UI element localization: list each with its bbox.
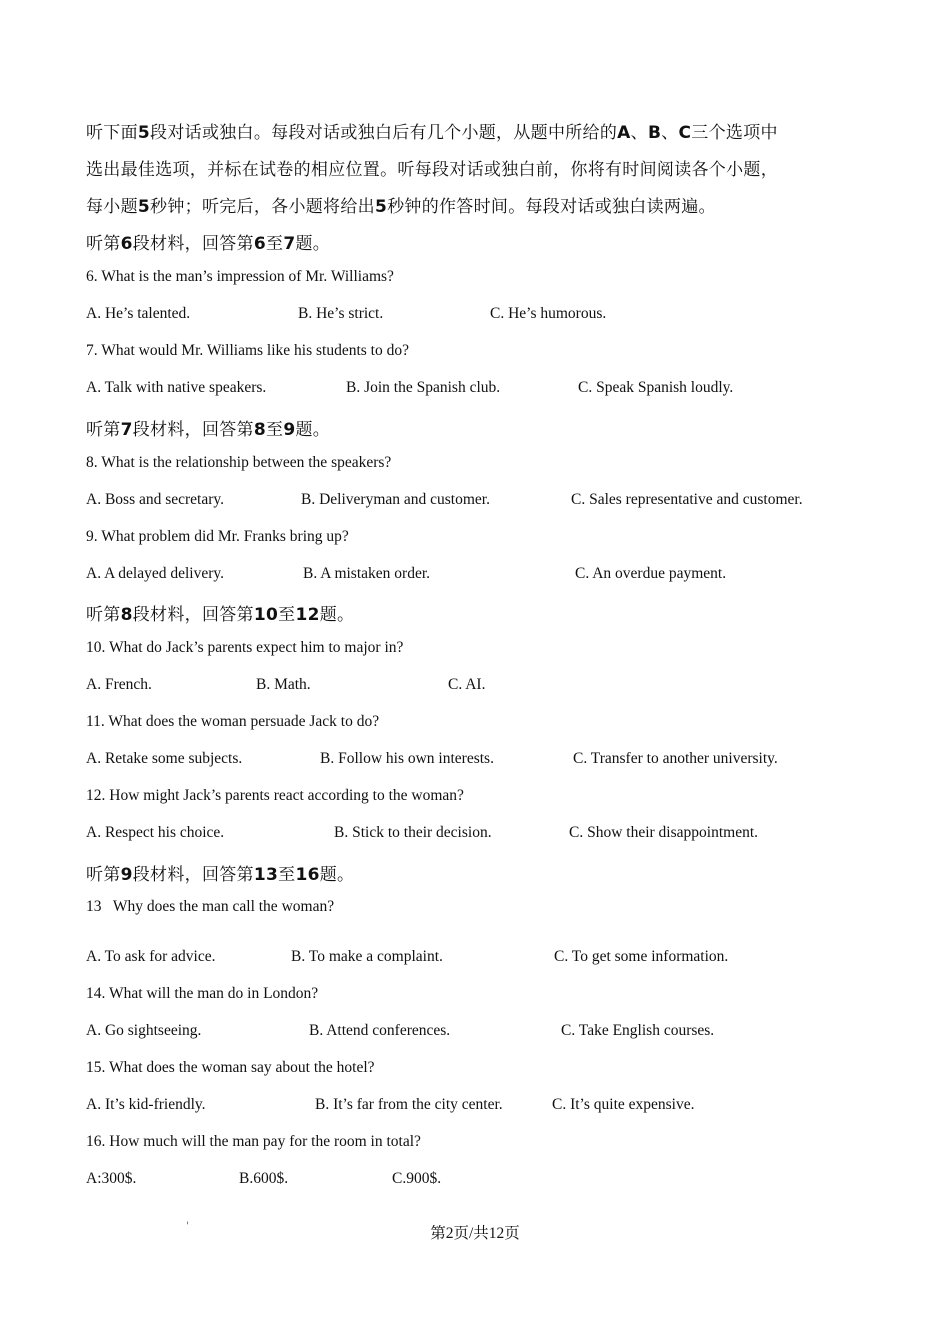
question-stem: 6. What is the man’s impression of Mr. Williams? (86, 268, 394, 285)
instructions-line-2: 选出最佳选项，并标在试卷的相应位置。听每段对话或独白前，你将有时间阅读各个小题， (86, 160, 778, 180)
option-c: C. It’s quite expensive. (552, 1096, 695, 1113)
question-stem: 10. What do Jack’s parents expect him to major in? (86, 639, 404, 656)
footer-mark: ' (186, 1221, 189, 1232)
question-stem: 16. How much will the man pay for the room in total? (86, 1133, 421, 1150)
option-b: B. Attend conferences. (309, 1022, 451, 1039)
question-stem: 9. What problem did Mr. Franks bring up? (86, 528, 349, 545)
question-stem: 13 Why does the man call the woman? (86, 898, 335, 915)
section-heading: 听第8段材料，回答第10至12题。 (86, 605, 355, 625)
option-a: A. A delayed delivery. (86, 565, 225, 582)
question-stem: 8. What is the relationship between the speakers? (86, 454, 392, 471)
option-b: B. It’s far from the city center. (315, 1096, 503, 1113)
option-b: B. Join the Spanish club. (346, 379, 501, 396)
question-stem: 12. How might Jack’s parents react according to the woman? (86, 787, 464, 804)
option-a: A. French. (86, 676, 152, 693)
question-stem: 15. What does the woman say about the hotel? (86, 1059, 375, 1076)
option-a: A. Go sightseeing. (86, 1022, 202, 1039)
section-heading: 听第6段材料，回答第6至7题。 (86, 234, 331, 254)
option-b: B. Deliveryman and customer. (301, 491, 490, 508)
option-c: C. Show their disappointment. (569, 824, 759, 841)
option-c: C. Sales representative and customer. (571, 491, 803, 508)
option-c: C. To get some information. (554, 948, 729, 965)
option-c: C. AI. (448, 676, 486, 693)
option-b: B. Math. (256, 676, 311, 693)
option-a: A. Respect his choice. (86, 824, 225, 841)
option-b: B. He’s strict. (298, 305, 384, 322)
option-a: A. It’s kid-friendly. (86, 1096, 206, 1113)
option-b: B. Stick to their decision. (334, 824, 492, 841)
option-c: C. An overdue payment. (575, 565, 727, 582)
section-heading: 听第7段材料，回答第8至9题。 (86, 420, 331, 440)
option-b: B. A mistaken order. (303, 565, 431, 582)
option-b: B.600$. (239, 1170, 289, 1187)
question-stem: 11. What does the woman persuade Jack to do? (86, 713, 380, 730)
option-a: A. To ask for advice. (86, 948, 216, 965)
option-b: B. To make a complaint. (291, 948, 443, 965)
page-number: 第2页/共12页 (430, 1225, 520, 1242)
option-c: C. He’s humorous. (490, 305, 607, 322)
option-b: B. Follow his own interests. (320, 750, 494, 767)
option-a: A. He’s talented. (86, 305, 191, 322)
option-a: A:300$. (86, 1170, 137, 1187)
instructions-line-1: 听下面5段对话或独白。每段对话或独白后有几个小题，从题中所给的A、B、C三个选项中 (86, 123, 778, 143)
instructions-line-3: 每小题5秒钟；听完后，各小题将给出5秒钟的作答时间。每段对话或独白读两遍。 (86, 197, 716, 217)
option-a: A. Boss and secretary. (86, 491, 225, 508)
option-c: C. Speak Spanish loudly. (578, 379, 734, 396)
option-a: A. Retake some subjects. (86, 750, 243, 767)
option-a: A. Talk with native speakers. (86, 379, 267, 396)
option-c: C. Transfer to another university. (573, 750, 778, 767)
question-stem: 14. What will the man do in London? (86, 985, 319, 1002)
option-c: C. Take English courses. (561, 1022, 715, 1039)
section-heading: 听第9段材料，回答第13至16题。 (86, 865, 355, 885)
option-c: C.900$. (392, 1170, 442, 1187)
question-stem: 7. What would Mr. Williams like his students to do? (86, 342, 409, 359)
